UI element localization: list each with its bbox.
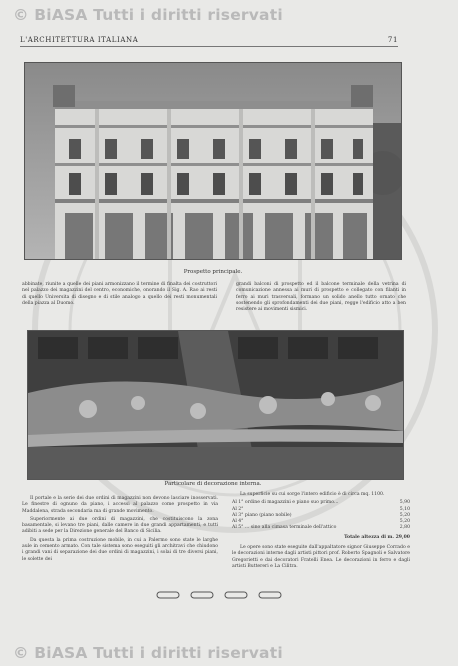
measurement-label: Al 2° [232, 506, 244, 512]
watermark-bottom: © BiASA Tutti i diritti riservati [13, 644, 283, 662]
measurement-label: Al 4° [232, 519, 244, 525]
journal-title: L'ARCHITETTURA ITALIANA [20, 36, 139, 44]
measurement-row [232, 525, 410, 531]
text-column-upper-right: grandi balconi di prospetto ed il balcone terminale della vetrina di comunicazione annessa ai muri di prospetto e collegato con filanti in ferro ai muri trasversali, formano un solido anello tutto ornato che sostenendo gli sprofondamenti dei due piani, regge l'edificio atto a ben resistere ai movimenti sismici. [236, 282, 406, 313]
credits-paragraph: Le opere sono state eseguite dall'appaltatore signor Giuseppe Corrado e le decorazioni interne dagli artisti pittori prof. Roberto Spagnoli e Salvatore Gregorietti e dai decoratori Fratelli Enea. Le decorazioni in ferro e dagli artisti Buttereri e La Cilitra. [232, 545, 410, 569]
figure-caption-interior: Particolare di decorazione interna. [164, 481, 262, 487]
measurement-label: Al 3° piano (piano nobile) [232, 512, 292, 518]
measurement-value: 2,80 [399, 525, 410, 531]
text-column-lower-right [232, 492, 410, 572]
text-column-lower-left [22, 496, 218, 565]
paragraph: Da questa la prima costruzione mobile, in cui a Palermo sono state le larghe aule in cemento armato. Con tale sistema sono eseguiti gli architravi che chiudono i grandi vani di separazione dei due ordini di magazzini, i solai di tre diversi piani, le solette dei [22, 537, 218, 562]
measurements-intro: La superficie su cui sorge l'intero edificio è di circa mq. 1100. [240, 492, 385, 497]
measurement-value: 5,10 [399, 506, 410, 512]
page-number: 71 [387, 36, 398, 44]
measurement-label: Al 5° ... sino alla cimasa terminale dell'attico [232, 525, 337, 531]
measurement-value: 5,90 [399, 500, 410, 506]
paragraph: Il portale e la serie dei due ordini di magazzini non devono lasciare inosservati. Le finestre di ognuno da piano, i accessi al palazzo come prospetto in via Maddalena, strada secondaria ma di grande movimento. [22, 496, 218, 514]
interior-decoration-photo [27, 330, 404, 480]
measurement-value: 5,20 [399, 519, 410, 525]
watermark-top: © BiASA Tutti i diritti riservati [13, 6, 283, 24]
measurement-value: 5,20 [399, 512, 410, 518]
paragraph: Superiormente ai due ordini di magazzini, che costituiscono la zona basamentale, si levano tre piani, dalle camere in due grandi appartamenti, e tutti adibiti a sede per la Direzione generale del Banco di Sicilia. [22, 516, 218, 535]
running-head [20, 36, 398, 47]
facade-photo [24, 62, 402, 260]
figure-caption-facade: Prospetto principale. [183, 269, 243, 275]
measurement-label: Al 1° ordine di magazzini e piano suo primo... [232, 500, 339, 506]
total-height: Totale altezza di m. 29,00 [344, 534, 410, 540]
tailpiece-ornament-icon [155, 589, 285, 601]
text-column-upper-left: abbinate, riunite a quelle dei piani armonizzano il termine di finalta dei costruttori nel palazzo dei magazzini del centro, economiche, onorando il Sig. A. Rao ai resti di quello Universita di disegno e di stile analogo a quello dei resti monumentali della piazza al Duomo. [22, 282, 217, 306]
